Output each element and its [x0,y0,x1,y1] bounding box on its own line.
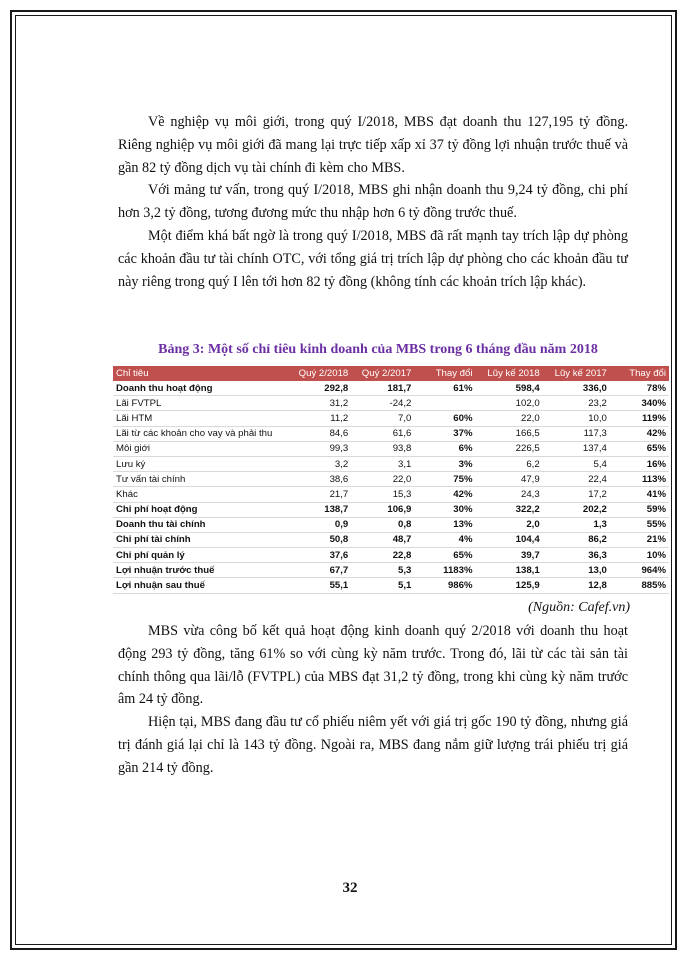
paragraph: MBS vừa công bố kết quả hoạt động kinh doanh quý 2/2018 với doanh thu hoạt động 293 tỷ đồng, tăng 61% so với cùng kỳ năm trước. Trong đó, lãi từ các tài sản tài chính thông qua lãi/lỗ (FVTPL) của MBS đạt 31,2 tỷ đồng, trong khi cùng kỳ năm trước âm 24 tỷ đồng. [118,623,628,708]
table-cell: 60% [414,411,475,426]
table-cell: 986% [414,578,475,593]
table-row [113,502,669,517]
row-label: Lợi nhuận trước thuế [113,563,288,578]
table-cell: 65% [414,548,475,563]
table-cell: 13% [414,517,475,532]
table-cell: 964% [610,563,669,578]
table-cell: 4% [414,532,475,547]
table-cell: 47,9 [475,472,542,487]
paragraph: Với mảng tư vấn, trong quý I/2018, MBS ghi nhận doanh thu 9,24 tỷ đồng, chi phí hơn 3,2 tỷ đồng, tương đương mức thu nhập hơn 6 tỷ đồng trước thuế. [118,182,628,222]
table-cell: 21% [610,532,669,547]
table-cell: 48,7 [351,532,414,547]
table-cell: 3,2 [288,456,351,471]
table-cell: 0,8 [351,517,414,532]
table-cell: 37% [414,426,475,441]
table-row [113,411,669,426]
row-label: Lợi nhuận sau thuế [113,578,288,593]
table-cell: 10% [610,548,669,563]
table-cell: 598,4 [475,381,542,396]
table-cell: 202,2 [543,502,610,517]
table-cell: 3,1 [351,456,414,471]
paragraph: Hiện tại, MBS đang đầu tư cổ phiếu niêm yết với giá trị gốc 190 tỷ đồng, nhưng giá trị đánh giá lại chỉ là 143 tỷ đồng. Ngoài ra, MBS đang nắm giữ lượng trái phiếu trị giá gần 214 tỷ đồng. [118,714,628,776]
table-cell: 137,4 [543,441,610,456]
table-cell: 67,7 [288,563,351,578]
table-cell: 340% [610,396,669,411]
table-cell: 75% [414,472,475,487]
table-cell: 99,3 [288,441,351,456]
table-cell: 22,0 [351,472,414,487]
table-title: Bảng 3: Một số chỉ tiêu kinh doanh của MBS trong 6 tháng đầu năm 2018 [158,342,598,357]
row-label: Môi giới [113,441,288,456]
table-cell: 181,7 [351,381,414,396]
table-row [113,487,669,502]
table-cell: 84,6 [288,426,351,441]
table-cell: 11,2 [288,411,351,426]
table-cell: 5,1 [351,578,414,593]
paragraph: Về nghiệp vụ môi giới, trong quý I/2018, MBS đạt doanh thu 127,195 tỷ đồng. Riêng nghiệp vụ môi giới đã mang lại trực tiếp xấp xỉ 37 tỷ đồng lợi nhuận trước thuế và gần 82 tỷ đồng dịch vụ tài chính đi kèm cho MBS. [118,114,628,176]
row-label: Doanh thu tài chính [113,517,288,532]
row-label: Chi phí tài chính [113,532,288,547]
table-cell: 0,9 [288,517,351,532]
table-cell: 42% [610,426,669,441]
row-label: Chi phí quản lý [113,548,288,563]
row-label: Doanh thu hoạt động [113,381,288,396]
table-cell: 61,6 [351,426,414,441]
table-cell: 61% [414,381,475,396]
table-cell: 138,1 [475,563,542,578]
table-cell: 104,4 [475,532,542,547]
column-header: Quý 2/2017 [351,366,414,381]
table-cell: 41% [610,487,669,502]
paragraph: Một điểm khá bất ngờ là trong quý I/2018, MBS đã rất mạnh tay trích lập dự phòng các khoản đầu tư tài chính OTC, với tổng giá trị trích lập dự phòng cho các khoản đầu tư này riêng trong quý I lên tới hơn 82 tỷ đồng (không tính các khoản trích lập khác). [118,227,628,290]
table-cell: 113% [610,472,669,487]
table-cell: 3% [414,456,475,471]
column-header: Quý 2/2018 [288,366,351,381]
table-cell: 292,8 [288,381,351,396]
table-cell: 5,4 [543,456,610,471]
table-cell: 38,6 [288,472,351,487]
column-header: Lũy kế 2018 [475,366,542,381]
page-number: 32 [342,880,358,896]
column-header: Lũy kế 2017 [543,366,610,381]
table-cell: 12,8 [543,578,610,593]
table-row [113,396,669,411]
table-cell: 16% [610,456,669,471]
table-cell: 166,5 [475,426,542,441]
table-cell: 65% [610,441,669,456]
table-cell: 6% [414,441,475,456]
table-cell: 138,7 [288,502,351,517]
column-header: Thay đổi [610,366,669,381]
table-cell: 42% [414,487,475,502]
column-header: Chỉ tiêu [113,366,288,381]
table-header-row [113,366,669,381]
table-cell: 78% [610,381,669,396]
table-cell: 1183% [414,563,475,578]
table-cell: 55% [610,517,669,532]
table-cell: 5,3 [351,563,414,578]
table-cell: 37,6 [288,548,351,563]
table-row [113,456,669,471]
table-cell: 1,3 [543,517,610,532]
table-cell: 7,0 [351,411,414,426]
table-cell: 59% [610,502,669,517]
row-label: Lưu ký [113,456,288,471]
table-row [113,426,669,441]
table-cell: 17,2 [543,487,610,502]
table-cell [414,396,475,411]
source-note: (Nguồn: Cafef.vn) [528,600,630,615]
row-label: Lãi FVTPL [113,396,288,411]
table-cell: 30% [414,502,475,517]
table-cell: 106,9 [351,502,414,517]
table-cell: 322,2 [475,502,542,517]
table-cell: 102,0 [475,396,542,411]
table-cell: 21,7 [288,487,351,502]
row-label: Lãi HTM [113,411,288,426]
table-cell: 50,8 [288,532,351,547]
table-cell: 55,1 [288,578,351,593]
table-row [113,563,669,578]
table-cell: 86,2 [543,532,610,547]
table-cell: 22,4 [543,472,610,487]
row-label: Chi phí hoạt động [113,502,288,517]
table-cell: 36,3 [543,548,610,563]
table-row [113,532,669,547]
table-cell: 39,7 [475,548,542,563]
table-cell: 22,0 [475,411,542,426]
row-label: Lãi từ các khoản cho vay và phải thu [113,426,288,441]
table-row [113,441,669,456]
body-text-bottom [118,620,628,780]
table-cell: 13,0 [543,563,610,578]
table-cell: 117,3 [543,426,610,441]
table-row [113,578,669,593]
table-cell: 125,9 [475,578,542,593]
table-cell: 24,3 [475,487,542,502]
table-cell: 885% [610,578,669,593]
table-cell: 23,2 [543,396,610,411]
table-cell: 336,0 [543,381,610,396]
table-cell: 31,2 [288,396,351,411]
body-text-top [118,111,628,293]
table-cell: 10,0 [543,411,610,426]
table-cell: 6,2 [475,456,542,471]
table-row [113,381,669,396]
row-label: Tư vấn tài chính [113,472,288,487]
table-cell: 2,0 [475,517,542,532]
table-cell: 119% [610,411,669,426]
table-row [113,517,669,532]
table-cell: 22,8 [351,548,414,563]
column-header: Thay đổi [414,366,475,381]
table-row [113,548,669,563]
table-cell: 93,8 [351,441,414,456]
row-label: Khác [113,487,288,502]
table-cell: 226,5 [475,441,542,456]
table-cell: 15,3 [351,487,414,502]
table-row [113,472,669,487]
table-cell: -24,2 [351,396,414,411]
financial-table [113,366,669,594]
